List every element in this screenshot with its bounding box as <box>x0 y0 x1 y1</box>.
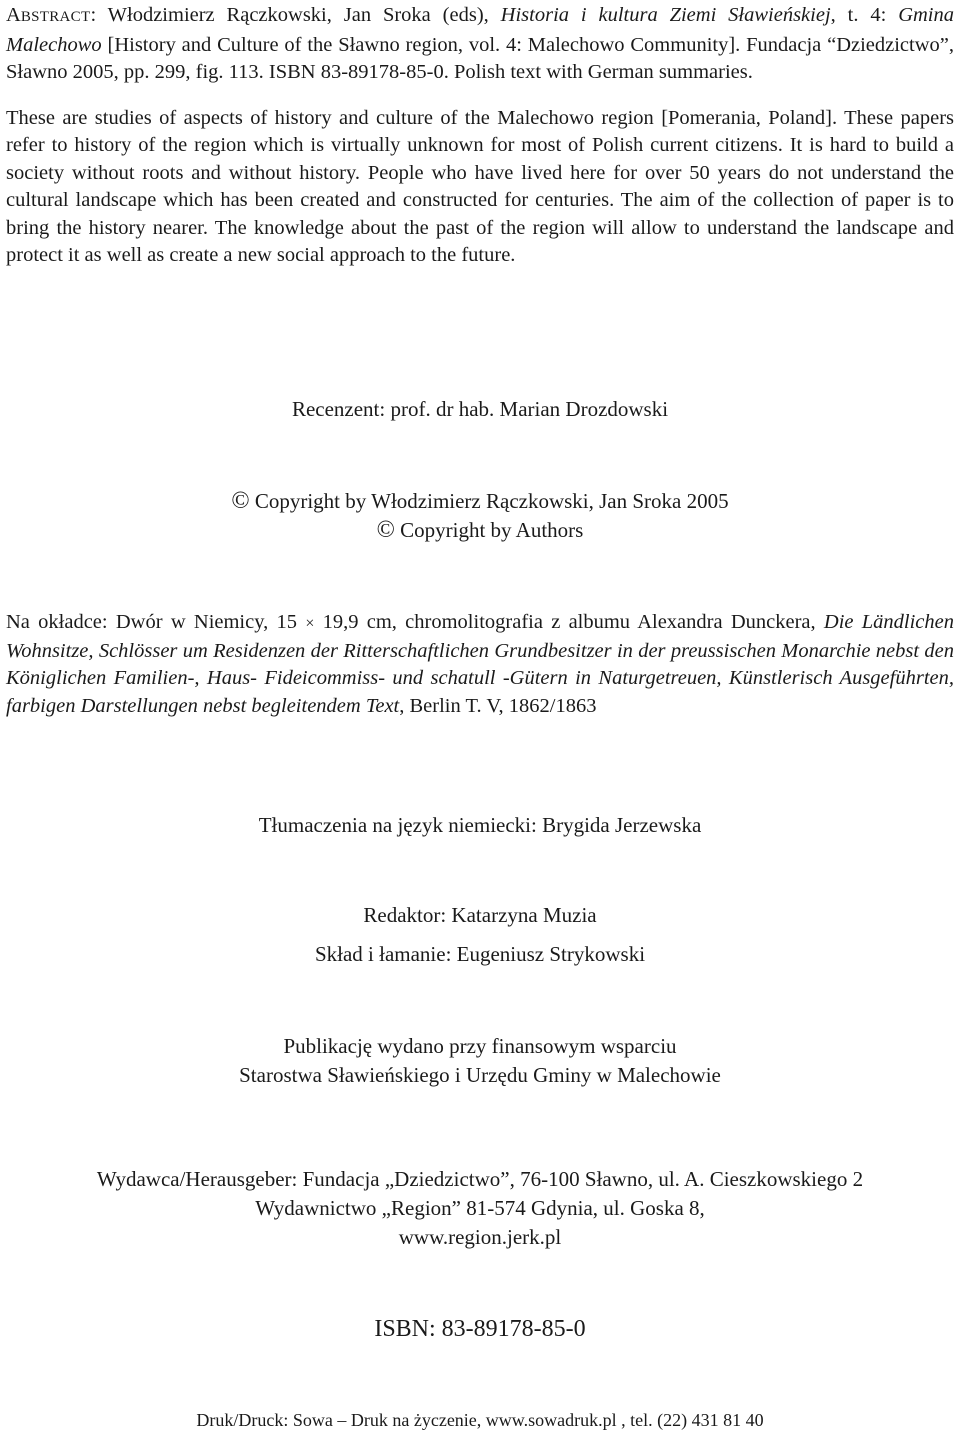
isbn: ISBN: 83-89178-85-0 <box>374 1316 586 1342</box>
abstract-label-initial: A <box>6 4 21 26</box>
copyright-text-1: Copyright by Włodzimierz Rączkowski, Jan Sroka 2005 <box>254 489 729 513</box>
cover-album-title: Die Ländlichen Wohnsitze, Schlösser um Residenzen der Ritterschaftlichen Grundbesitzer in der preussischen Monarchie nebst den Königlichen Familien-, Haus- Fideicommiss- und schatull -Gütern in Naturgetreuen, Künstlerisch Ausgeführten, farbigen Darstellungen nebst begleitendem Text <box>6 611 955 717</box>
publisher-website: www.region.jerk.pl <box>398 1225 562 1249</box>
abstract-translation: [History and Culture of the Sławno region, vol. 4: Malechowo Community]. Fundacja “Dziedzictwo”, Sławno 2005, pp. 299, fig. 113. ISBN 83-89178-85-0. Polish text with German summaries. <box>6 33 955 83</box>
funding-line-1: Publikację wydano przy finansowym wsparciu <box>283 1034 677 1058</box>
cover-description <box>6 609 954 720</box>
printer-line: Druk/Druck: Sowa – Druk na życzenie, www.sowadruk.pl , tel. (22) 431 81 40 <box>196 1410 764 1430</box>
copyright-icon: © <box>231 488 250 514</box>
translation-credit: Tłumaczenia na język niemiecki: Brygida Jerzewska <box>258 813 702 837</box>
abstract-volume: , t. 4: <box>830 4 887 26</box>
cover-suffix: , Berlin T. V, 1862/1863 <box>399 694 597 717</box>
copyright-icon: © <box>376 517 395 543</box>
reviewer-line: Recenzent: prof. dr hab. Marian Drozdowski <box>291 397 669 421</box>
publisher-line-1: Wydawca/Herausgeber: Fundacja „Dziedzictwo”, 76-100 Sławno, ul. A. Cieszkowskiego 2 <box>96 1167 864 1191</box>
cover-dimensions: 19,9 cm, chromolitografia z albumu Alexandra Dunckera, <box>322 611 816 633</box>
publisher-line-2: Wydawnictwo „Region” 81-574 Gdynia, ul. Goska 8, <box>255 1196 705 1220</box>
abstract-label-colon: : <box>90 4 97 26</box>
abstract-label-rest: BSTRACT <box>20 9 91 25</box>
abstract-series-title: Historia i kultura Ziemi Sławieńskiej <box>500 4 831 26</box>
copyright-text-2: Copyright by Authors <box>400 518 584 542</box>
abstract-bibliography <box>6 2 954 87</box>
typesetting-credit: Skład i łamanie: Eugeniusz Strykowski <box>314 942 646 966</box>
copyright-line-1 <box>0 487 960 516</box>
abstract-volume-title: Gmina Malechowo <box>6 4 954 56</box>
abstract-block <box>6 2 954 270</box>
times-icon: × <box>305 615 315 632</box>
cover-prefix: Na okładce: Dwór w Niemicy, 15 <box>6 611 298 633</box>
copyright-line-2 <box>0 516 960 545</box>
abstract-editors: Włodzimierz Rączkowski, Jan Sroka (eds), <box>107 4 489 26</box>
funding-line-2: Starostwa Sławieńskiego i Urzędu Gminy w Malechowie <box>239 1063 721 1087</box>
abstract-body: These are studies of aspects of history and culture of the Malechowo region [Pomerania, Poland]. These papers refer to history of the region which is virtually unknown for most of Polish current citizens. It is hard to build a society without roots and without history. People who have lived here for over 50 years do not understand the cultural landscape which has been created and constructed for centuries. The aim of the collection of paper is to bring the history nearer. The knowledge about the past of the region will allow to understand the landscape and protect it as well as create a new social approach to the future. <box>6 106 954 266</box>
editor-credit: Redaktor: Katarzyna Muzia <box>363 903 597 927</box>
